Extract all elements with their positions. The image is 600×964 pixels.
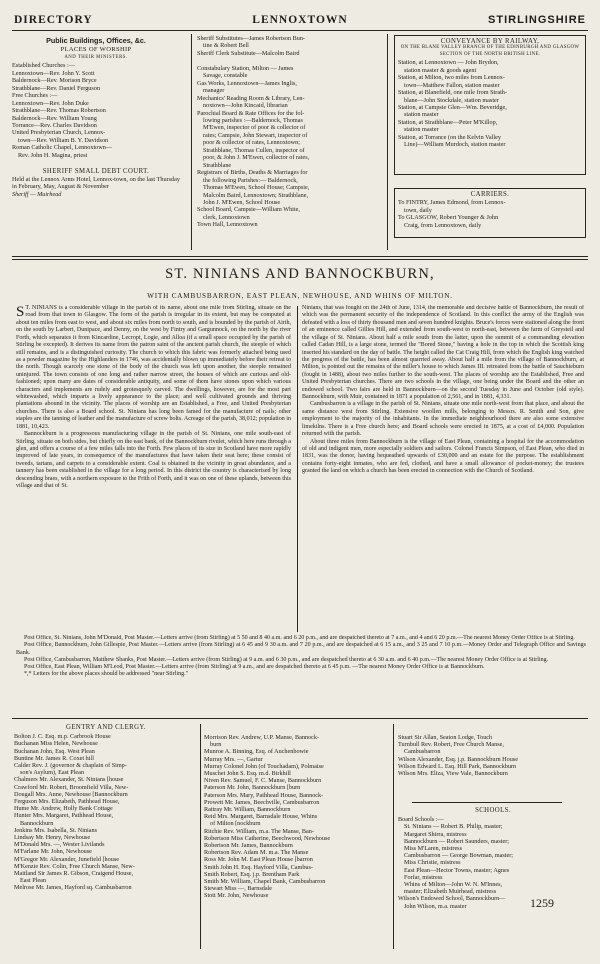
official-line: manager [203, 87, 225, 95]
header-right: STIRLINGSHIRE [488, 14, 586, 26]
official-line: Mechanics' Reading Room & Library, Len- [197, 94, 305, 102]
public-buildings-column [12, 37, 180, 235]
worship-line: Lennoxtown—Rev. John Duke [12, 99, 89, 107]
worship-line: Baldernock—Rev. Morison Bryce [12, 77, 97, 85]
gentry-entry: Wilson Alexander, Esq. j.p. Bannockburn House [398, 755, 518, 763]
official-line [197, 57, 383, 64]
gentry-entry: Bannockburn [20, 819, 54, 827]
station-line: town—Matthew Fallon, station master [404, 81, 500, 89]
post-office-bannockburn: Post Office, Bannockburn, John Gillespie, Post Master.—Letters arrive (from Stirling) at 6 45 and 9 30 a.m. and 7 20 p.m., and are despatched at 6 15 a.m., and 3 25 and 7 10 p.m.—Money Order and Telegraph Office and Savings Bank. [16, 642, 586, 656]
gentry-entry: Cambusbarron [404, 748, 441, 756]
railway-column [392, 35, 588, 175]
station-line: Station, at Lennoxtown — John Brydon, [398, 59, 499, 67]
school-line: master; Elizabeth Muirhead, mistress [404, 888, 497, 896]
official-line: poor & collector of rates, Lennoxtown; [203, 139, 300, 147]
post-office-cambusbarron: Post Office, Cambusbarron, Matthew Shanks, Post Master.—Letters arrive (from Stirling) at 9 a.m. and 6 30 p.m., and are despatched thereto at 6 30 a.m. and 6 40 p.m.—The nearest Money Order Office is at Stirling. [24, 656, 549, 663]
gentry-entry: Reid Mrs. Margaret, Barnsdale House, Whins [204, 813, 318, 821]
official-line: Strathblane [203, 161, 232, 169]
official-line: the following Parishes:— Baldernock, [203, 176, 298, 184]
section-subtitle: WITH CAMBUSBARRON, EAST PLEAN, NEWHOUSE, AND WHINS OF MILTON. [147, 292, 453, 300]
gentry-entry: Wilson Edward L. Esq. Hill Park, Bannockburn [398, 762, 517, 770]
station-line: Station, at Milton, two miles from Lennox- [398, 74, 505, 82]
gentry-rule [12, 718, 588, 719]
official-line: Thomas M'Ewen, School House; Campsie, [203, 184, 310, 192]
header-rule [12, 30, 588, 31]
official-line: Savage, constable [203, 72, 248, 80]
worship-line: Established Churches :— [12, 62, 75, 70]
post-office-st-ninians: Post Office, St. Ninians, John M'Donald, Post Master.—Letters arrive (from Stirling) at 5 50 and 8 40 a.m. and 6 20 p.m., and are despatched thereto at 7 a.m., and 4 and 6 20 p.m.—The nearest Money Order Office is at Stirling. [24, 635, 575, 641]
gentry-entry: Muschet John S. Esq. m.d. Birkhill [204, 770, 291, 778]
gentry-entry: Buntine Mr. James R. Coxet hill [14, 754, 94, 762]
station-line: Station, at Torrance (on the Kelvin Valley [398, 133, 501, 141]
officials-list [197, 35, 383, 229]
section-rule-thin [12, 259, 588, 260]
gentry-entry: M'Farlane Mr. John, Newhouse [14, 848, 92, 856]
school-line: Cambusbarron — George Bowman, master; [404, 852, 514, 860]
official-line: Malcolm Baird, Lennoxtown; Strathblane, [203, 191, 308, 199]
gentry-entry: Melrose Mr. James, Hayford sq. Cambusbarron [14, 884, 132, 892]
official-line: tine & Robert Bell [203, 42, 249, 50]
school-line: Bannockburn — Robert Saunders, master; [404, 837, 509, 845]
gentry-list-1 [14, 733, 198, 891]
gentry-entry: Paterson Mr. John, Bannockburn [burn [204, 784, 301, 792]
gentry-entry: East Plean [20, 877, 46, 885]
bannockburn-paragraph: Bannockburn is a progressous manufacturing village in the parish of St. Ninians, one mile south-east of Stirling, situate on both sides, but chiefly on the east bank, of the Bannockburn rivulet, which here runs through a glen, and offers a course of a few miles falls into the Forth. Few places of its size in Scotland have more rapidly improved of late years, in consequence of the manufactures that have taken their seat here; these consist of tweeds, tartans, and carpets to a considerable extent. Coal is obtained in the vicinity in great abundance, and a tannery has been established in the village for a long period. In this district the country is characterised by long descending braes, with a northern exposure to the Frith of Forth, and it was on one of these uplands, between this village and that of St. [16, 431, 291, 490]
worship-line: Strathblane—Rev. Thomas Robertson [12, 107, 106, 115]
gentry-entry: Hume Mr. Andrew, Holly Bank Cottage [14, 805, 113, 813]
school-line: Wilson's Endowed School, Bannockburn— [398, 895, 506, 903]
column-divider [387, 34, 388, 250]
worship-line: Lennoxtown—Rev. John Y. Scott [12, 69, 95, 77]
column-divider [191, 34, 192, 250]
gentry-entry: Stewart Miss —, Barnsdale [204, 885, 273, 893]
official-line: poor, & John J. M'Ewen, collector of rates, [203, 154, 310, 162]
post-office-east-plean: Post Office, East Plean, William M'Leod, Post Master.—Letters arrive (from Stirling) at 9 a.m., and are despatched thereto at 6 45 p.m. —The nearest Money Order Office is at Bannockburn. [24, 664, 485, 671]
worship-line: Free Churches :— [12, 92, 58, 100]
debt-court-sheriff: Sheriff — Muirhead [12, 191, 62, 199]
carrier-line: To FINTRY, James Edmond, from Lennox- [398, 199, 506, 207]
intro-right-text [302, 305, 584, 633]
station-line: station master [404, 126, 439, 134]
drop-cap: S [16, 305, 25, 320]
gentry-list-2 [204, 734, 390, 900]
station-line: station master [404, 111, 439, 119]
station-line: Station, at Blanefield, one mile from Strath- [398, 89, 507, 97]
gentry-entry: Murray Colonel John (of Touchadam), Polmaise [204, 762, 324, 770]
places-of-worship-heading: PLACES OF WORSHIP [60, 46, 132, 54]
official-line: School Board, Campsie—William White, [197, 206, 300, 214]
carriers-list [398, 199, 582, 229]
gentry-entry: Ross Mr. John M. East Plean House [barron [204, 856, 313, 864]
school-line: St. Ninians — Robert B. Philip, master; [404, 823, 503, 831]
station-line: Line)—William Murdoch, station master [404, 141, 506, 149]
official-line: lowing parishes :—Baldernock, Thomas [203, 116, 303, 124]
school-line: East Plean—Hector Towns, master; Agnes [404, 866, 510, 874]
school-line: Miss Christie, mistress [404, 859, 461, 867]
school-line: Forfar, mistress [404, 873, 443, 881]
school-line: John Wilson, m.a. master [404, 902, 467, 910]
st-ninians-paragraph: T. NINIANS is a considerable village in the parish of its name, about one mile from Stirling, situate on the road from that town to Glasgow. The form of the parish is irregular in its extent, but may be computed at about ten miles from east to west, and about six miles from north to south, and is bounded by the parish of Airth, on the south by Larbert, Dunipace, and Denny, on the west by Fintry and Gargunnock, on the north by the river Forth, which separates it from Kincardine, Lecropt, Logie, and Alloa (if a small space occupied by the parish of Stirling be excepted). It derives its name from the patron saint of the ancient parish church, the steeple of which still remains, and is a distinguished curiosity. The church to which this fabric was formerly attached being used as a powder magazine by the Highlanders in 1746, was accidentally blown up immediately before their retreat to the north. Though scarcely one stone of the body of the church was left upon another, the steeple remained uninjured. The town consists of one long and rather narrow street, the houses of which are curious and old-fashioned; upon many are dates of considerable antiquity, and some of them have stones upon which various characters and implements are rudely and grotesquely carved. The dwellings, however, are for the most part whitewashed, which imparts a lively appearance to the place; and well cultivated grounds and thriving plantations abound in the vicinity. The places of worship are an Established, a Free, and United Presbyterian churches. There is also a Board school. St. Ninians has long been famed for the manufacture of nails; other staples are the tanning of leather and the manufacture of screw bolts. Acreage of the parish, 38,012; population in 1881, 10,423. [16, 305, 291, 430]
gentry-entry: Munroe A. Binning, Esq. of Auchenbowie [204, 748, 309, 756]
worship-line: Rev. John H. Magina, priest [18, 151, 88, 159]
carrier-line: town, daily [404, 206, 432, 214]
schools-column [398, 802, 588, 914]
gentry-entry: Dougall Mrs. Anne, Newhouse [Bannockburn [14, 790, 128, 798]
gentry-entry: Bolton J. C. Esq. m.p. Carbrook House [14, 733, 111, 741]
schools-heading: SCHOOLS. [475, 807, 511, 814]
gentry-entry: son's Asylum), East Plean [20, 769, 85, 777]
worship-line: Baldernock—Rev. William Young [12, 114, 97, 122]
gentry-entry: Robertson Mr. James, Bannockburn [204, 842, 293, 850]
gentry-list-3 [398, 734, 588, 777]
gentry-heading: GENTRY AND CLERGY. [66, 724, 146, 731]
official-line: Parochial Board & Rate Offices for the fol- [197, 109, 305, 117]
schools-rule [412, 802, 562, 803]
gentry-entry: Smith John H. Esq. Hayford Villa, Cambus- [204, 863, 313, 871]
debt-court-heading: SHERIFF SMALL DEBT COURT. [42, 168, 150, 176]
gentry-column-3 [398, 734, 588, 794]
station-line: Station, at Strathblane—Peter M'Killop, [398, 118, 498, 126]
gentry-entry: Smith Robert, Esq. j.p. Brentham Park [204, 870, 300, 878]
gentry-entry: Paterson Mrs. Mary, Pathhead House, Bannock- [204, 791, 324, 799]
gentry-column-1 [14, 724, 198, 954]
letters-note: *,* Letters for the above places should be addressed "near Stirling." [24, 671, 189, 678]
worship-line: town—Rev. William B. Y. Davidson [18, 136, 109, 144]
gentry-entry: Rattray Mr. William, Bannockburn [204, 806, 291, 814]
column-divider [297, 306, 298, 632]
worship-line: Torrance—Rev. Charles Davidson [12, 121, 97, 129]
gentry-entry: Wilson Mrs. Eliza, View Vale, Bannockburn [398, 770, 508, 778]
gentry-entry: Lindsay Mr. Henry, Newhouse [14, 834, 91, 842]
gentry-entry: Prowett Mr. James, Beechville, Cambusbarron [204, 798, 320, 806]
worship-list [12, 62, 180, 159]
station-list [398, 59, 582, 148]
battle-paragraph: Ninians, that was fought on the 24th of June, 1314, the memorable and decisive battle of Bannockburn, the result of which was the permanent security of the independence of Scotland. In this conflict the army of the English was defeated with a loss of thirty thousand men and seven hundred knights. Bruce's forces were stationed along the front of an eminence called Gillies Hill, and extended from south-west to north-east, between the farm of Greysteil and the village of St. Ninians. About half a mile south from the latter, upon the summit of a commanding elevation called Cadan Hill, is a large stone, termed the "Bored Stone," having a hole in the top in which the Scottish king inserted his standard on the day of battle. The height called the Cat Craig Hill, from which the English king watched the progress of the battle, has been almost quarried away. About half a mile from the village of Bannockburn, at Milton, is pointed out the remains of the miller's house to which James III. retreated from the battle of Sauchieburn (fought in 1488), about two miles further to the south-west. The places of worship are the Established, Free and United Presbyterian churches. There are two schools in the village, one being under the Board and the other an endowed school. Two fairs are held in Bannockburn—on the second Tuesday in June and October (old style). Bannockburn, with Muir, contained in 1871 a population of 2,561, and in 1881, 4,331. [302, 305, 584, 401]
carriers-heading: CARRIERS. [470, 191, 510, 198]
section-rule [12, 256, 588, 257]
gentry-entry: Buchanan Miss Helen, Newhouse [14, 740, 98, 748]
column-divider [200, 724, 201, 949]
gentry-entry: M'Gregor Mr. Alexander, Junefield [house [14, 855, 119, 863]
places-of-worship-subheading: AND THEIR MINISTERS. [64, 54, 128, 60]
header-left: DIRECTORY [14, 14, 93, 26]
station-line: station master & goods agent [404, 66, 477, 74]
gentry-entry: Maitland Sir James R. Gibson, Craigend House, [14, 870, 134, 878]
page-number: 1259 [530, 896, 554, 910]
section-title: ST. NINIANS AND BANNOCKBURN, [165, 266, 435, 282]
schools-list [398, 816, 588, 910]
cambusbarron-paragraph: Cambusbarron is a village in the parish of St. Ninians, situate one mile north-west from that place, and about the same distance west from Stirling. Extensive woollen mills, belonging to Messrs. R. Smith and Son, give employment to the majority of the inhabitants. In the immediate neighbourhood there are also some extensive limekilns. There is a Free church here; and Board schools were erected in 1875, at a cost of £4,000. Population returned with the parish. [302, 401, 584, 438]
gentry-entry: M'Donald Mrs. —, Wester Livilands [14, 841, 105, 849]
header-center: LENNOXTOWN [252, 14, 348, 26]
gentry-entry: Calder Rev. J. (governor & chaplain of Simp- [14, 762, 127, 770]
gentry-entry: Stott Mr. John, Newhouse [204, 892, 269, 900]
official-line: Gas Works, Lennoxtown—James Inglis, [197, 79, 297, 87]
gentry-entry: Morrison Rev. Andrew, U.P. Manse, Bannock- [204, 734, 320, 741]
official-line: noxtown—John Kincaid, librarian [203, 102, 288, 110]
gentry-entry: Hunter Mrs. Margaret, Pathhead House, [14, 812, 114, 820]
gentry-entry: Chalmers Mr. Alexander, St. Ninians [house [14, 776, 124, 784]
conveyance-subheading: ON THE BLANE VALLEY BRANCH OF THE EDINBURGH AND GLASGOW SECTION OF THE NORTH BRITISH LINE. [400, 45, 580, 57]
official-line: Town Hall, Lennoxtown [197, 221, 258, 229]
official-line: Constabulary Station, Milton — James [197, 64, 294, 72]
post-office-text [16, 635, 586, 713]
carriers-column [392, 188, 588, 240]
gentry-entry: Turnbull Rev. Robert, Free Church Manse, [398, 741, 504, 749]
gentry-entry: Jenkins Mrs. Isabella, St. Ninians [14, 826, 98, 834]
column-divider [393, 724, 394, 949]
worship-line: Strathblane—Rev. Daniel Ferguson [12, 84, 100, 92]
official-line: Strathblane, Thomas Cullen, inspector of [203, 146, 305, 154]
officials-column [197, 35, 383, 247]
gentry-entry: Murray Mrs. —, Gartur [204, 755, 263, 763]
school-line: Whins of Milton—John W. N. M'Innes, [404, 881, 503, 889]
school-line: Miss M'Laren, mistress [404, 845, 463, 853]
official-line: rates; Campsie, John Stewart, inspector of [203, 131, 308, 139]
worship-line: United Presbyterian Church, Lennox- [12, 129, 106, 137]
official-line: John J. M'Ewen, School House [203, 198, 281, 206]
gentry-entry: Stuart Sir Allan, Seaton Lodge, Touch [398, 734, 493, 741]
official-line: Sheriff Substitutes—James Robertson Bun- [197, 35, 305, 42]
carrier-line: To GLASGOW, Robert Younger & John [398, 214, 499, 222]
gentry-entry: M'Kenzie Rev. Colin, Free Church Manse, New- [14, 862, 135, 870]
gentry-entry: Buchanan John, Esq. West Plean [14, 747, 95, 755]
gentry-entry: Robertson Rev. Adam M. m.a. The Manse [204, 849, 309, 857]
east-plean-paragraph: About three miles from Bannockburn is the village of East Plean, containing a hospital for the accommodation of old and indigent men, more especially soldiers and sailors. Colonel Francis Simpson, of East Plean, who died in 1831, was the donor, having bequeathed upwards of £30,000 and an estate for the purpose. The establishment contains forty-eight inmates, who are fed, clothed, and have a small allowance of pocket-money; the trustees granted the land on which a church has been erected in connection with the Church of Scotland. [302, 438, 584, 475]
official-line: Sheriff Clerk Substitute—Malcolm Baird [197, 49, 300, 57]
gentry-entry: of Milton [nockburn [210, 820, 261, 828]
gentry-entry: burn [210, 741, 222, 749]
gentry-entry: Crawford Mr. Robert, Broomfield Villa, New- [14, 783, 129, 791]
gentry-entry: Robertson Miss Catherine, Beechwood, Newhouse [204, 834, 331, 842]
school-line: Margaret Shirra, mistress [404, 830, 467, 838]
debt-court-text: Held at the Lennox Arms Hotel, Lennox-town, on the last Thursday in February, May, August & November [12, 175, 180, 191]
official-line: M'Ewen, inspector of poor & collector of [203, 124, 306, 132]
gentry-entry: Smith Mr. William, Chapel Bank, Cambusbarron [204, 878, 326, 886]
intro-left-text [16, 305, 291, 633]
official-line: Registrars of Births, Deaths & Marriages for [197, 169, 308, 177]
worship-line: Roman Catholic Chapel, Lennoxtown— [12, 144, 113, 152]
gentry-column-2 [204, 734, 390, 956]
official-line: clerk, Lennoxtown [203, 213, 250, 221]
conveyance-heading: CONVEYANCE BY RAILWAY, [440, 38, 540, 45]
gentry-entry: Niven Rev. Samuel, F. C. Manse, Bannockburn [204, 777, 322, 785]
station-line: Station, at Campsie Glen—Wm. Beveridge, [398, 103, 507, 111]
public-buildings-heading: Public Buildings, Offices, &c. [46, 37, 146, 45]
station-line: blane—John Stockdale, station master [404, 96, 499, 104]
gentry-entry: Ferguson Mrs. Elizabeth, Pathhead House, [14, 798, 120, 806]
school-line: Board Schools :— [398, 816, 444, 824]
gentry-entry: Ritchie Rev. William, m.a. The Manse, Ban- [204, 827, 314, 835]
carrier-line: Craig, from Lennoxtown, daily [404, 221, 482, 229]
